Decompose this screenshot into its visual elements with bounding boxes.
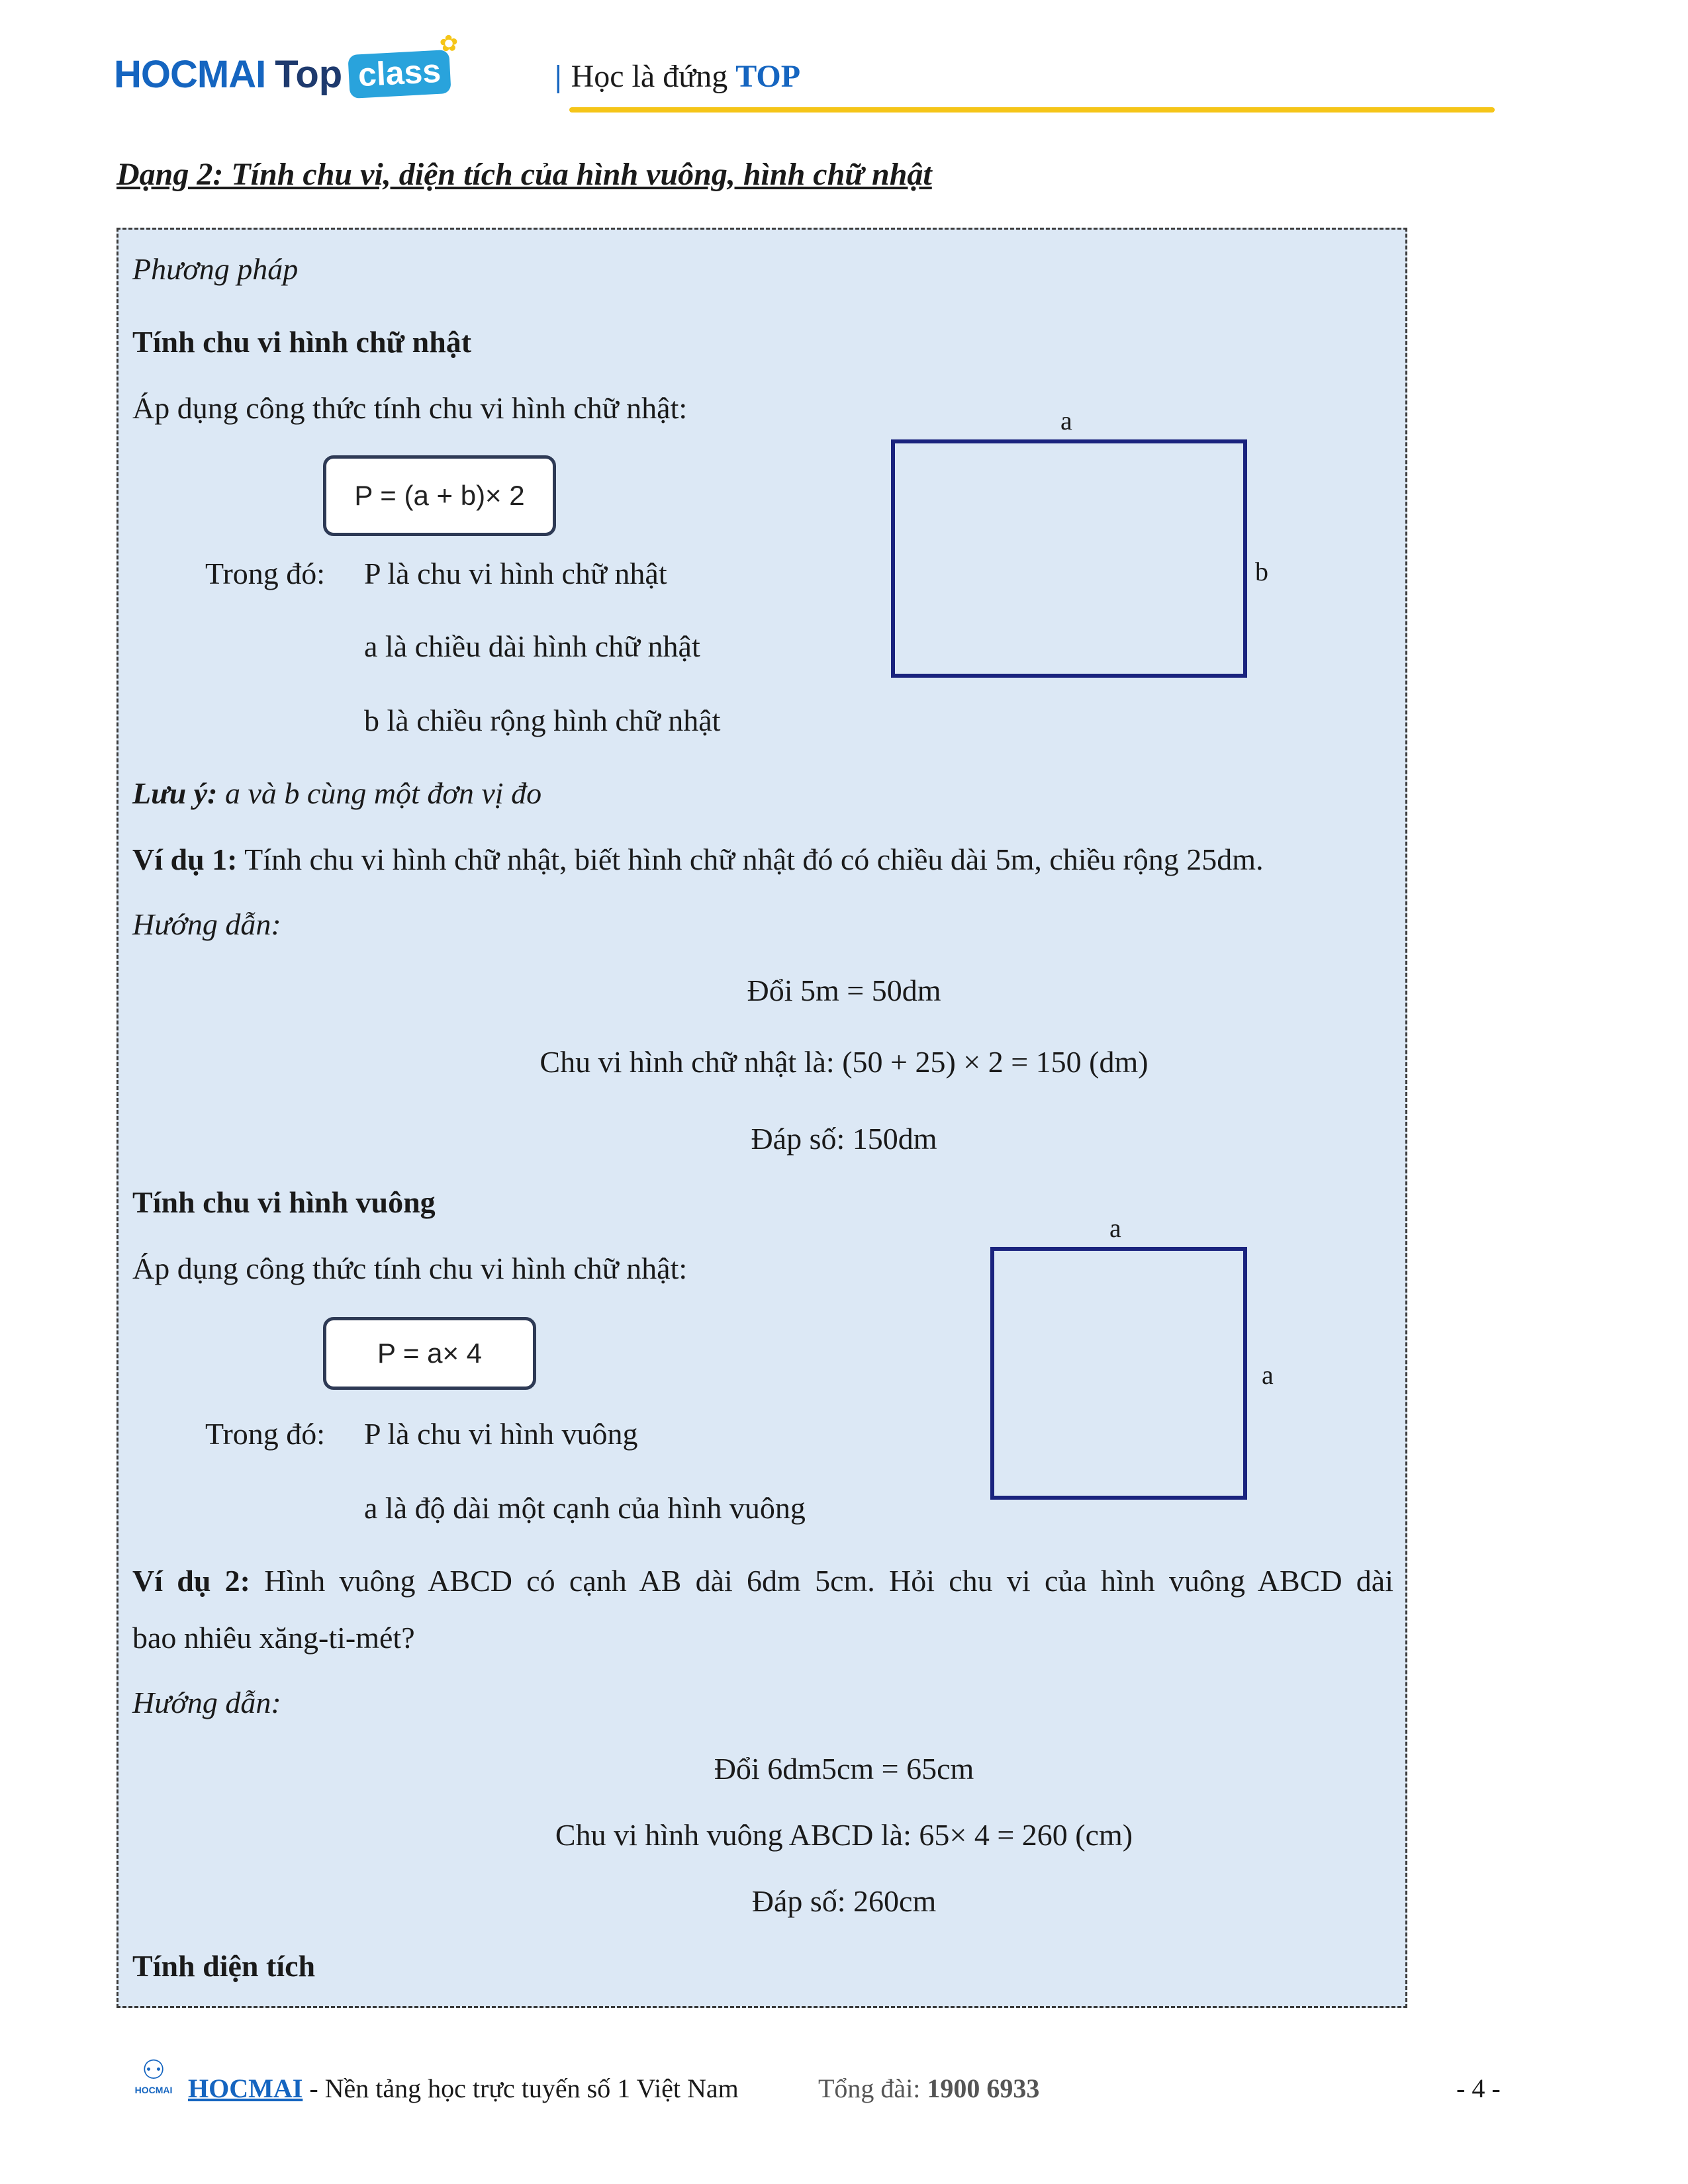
rect-def-a: a là chiều dài hình chữ nhật bbox=[364, 629, 700, 663]
square-heading: Tính chu vi hình vuông bbox=[132, 1185, 436, 1219]
example-1-step-2: Chu vi hình chữ nhật là: (50 + 25) × 2 = 150 (dm) bbox=[539, 1045, 1149, 1079]
rectangle-figure bbox=[891, 439, 1247, 678]
square-figure bbox=[990, 1247, 1247, 1500]
example-1-label: Ví dụ 1: bbox=[132, 842, 238, 876]
hotline-number: 1900 6933 bbox=[927, 2073, 1040, 2103]
square-apply-text: Áp dụng công thức tính chu vi hình chữ nhật: bbox=[132, 1251, 688, 1285]
rect-def-b: b là chiều rộng hình chữ nhật bbox=[364, 704, 721, 737]
area-heading: Tính diện tích bbox=[132, 1949, 316, 1983]
header-tagline bbox=[555, 58, 800, 95]
example-2-label: Ví dụ 2: bbox=[132, 1564, 250, 1598]
example-2-answer: Đáp số: 260cm bbox=[751, 1884, 937, 1918]
square-top-label: a bbox=[1109, 1213, 1121, 1243]
tagline-text: Học là đứng bbox=[571, 59, 728, 94]
example-1-guide: Hướng dẫn: bbox=[132, 907, 281, 941]
footer-hotline bbox=[818, 2073, 1039, 2104]
square-formula-box bbox=[323, 1317, 536, 1390]
note-text: a và b cùng một đơn vị đo bbox=[224, 776, 542, 810]
square-def-p: P là chu vi hình vuông bbox=[364, 1417, 638, 1451]
section-title: Dạng 2: Tính chu vi, diện tích của hình vuông, hình chữ nhật bbox=[117, 157, 932, 192]
example-2-text-line-2: bao nhiêu xăng-ti-mét? bbox=[132, 1621, 415, 1655]
example-1 bbox=[132, 842, 1264, 878]
example-1-text: Tính chu vi hình chữ nhật, biết hình chữ nhật đó có chiều dài 5m, chiều rộng 25dm. bbox=[244, 842, 1264, 876]
header-divider bbox=[569, 107, 1495, 113]
rect-top-label: a bbox=[1060, 406, 1072, 435]
people-icon: ⚇ bbox=[142, 2056, 165, 2085]
square-where-label: Trong đó: bbox=[205, 1417, 326, 1451]
page-number: - 4 - bbox=[1456, 2073, 1501, 2103]
tagline-top: TOP bbox=[735, 59, 801, 94]
hotline-label: Tổng đài: bbox=[818, 2073, 921, 2103]
note-label: Lưu ý: bbox=[132, 776, 218, 810]
square-formula: P = a× 4 bbox=[377, 1338, 483, 1369]
star-icon: ✿ bbox=[439, 30, 459, 57]
footer-slogan: - Nền tảng học trực tuyến số 1 Việt Nam bbox=[303, 2073, 739, 2103]
logo-hocmai-text: HOCMAI bbox=[114, 52, 266, 96]
square-def-a: a là độ dài một cạnh của hình vuông bbox=[364, 1491, 806, 1525]
rect-apply-text: Áp dụng công thức tính chu vi hình chữ nhật: bbox=[132, 391, 688, 425]
logo-class-badge bbox=[348, 30, 459, 99]
footer-logo-text: HOCMAI bbox=[134, 2085, 173, 2095]
hocmai-topclass-logo bbox=[114, 30, 459, 107]
footer-left bbox=[188, 2073, 739, 2104]
example-2-step-1: Đổi 6dm5cm = 65cm bbox=[714, 1752, 974, 1786]
example-1-step-1: Đổi 5m = 50dm bbox=[747, 974, 941, 1007]
example-2-step-2: Chu vi hình vuông ABCD là: 65× 4 = 260 (cm) bbox=[555, 1818, 1133, 1852]
logo-top-text: Top bbox=[275, 52, 343, 96]
rect-where-label: Trong đó: bbox=[205, 557, 326, 590]
note-line bbox=[132, 776, 541, 811]
tagline-separator: | bbox=[555, 59, 562, 94]
logo-class-text: class bbox=[357, 52, 442, 94]
example-2 bbox=[132, 1563, 1393, 1599]
example-2-text-line-1: Hình vuông ABCD có cạnh AB dài 6dm 5cm. Hỏi chu vi của hình vuông ABCD dài bbox=[264, 1564, 1394, 1598]
rect-side-label: b bbox=[1255, 557, 1268, 586]
footer-brand-link[interactable]: HOCMAI bbox=[188, 2073, 303, 2103]
example-2-guide: Hướng dẫn: bbox=[132, 1686, 281, 1719]
hocmai-footer-logo bbox=[132, 2056, 175, 2102]
rect-formula-box bbox=[323, 455, 556, 536]
rect-formula: P = (a + b)× 2 bbox=[354, 480, 525, 511]
example-1-answer: Đáp số: 150dm bbox=[751, 1122, 937, 1156]
rect-def-p: P là chu vi hình chữ nhật bbox=[364, 557, 667, 590]
rect-heading: Tính chu vi hình chữ nhật bbox=[132, 325, 472, 359]
square-side-label: a bbox=[1262, 1360, 1274, 1390]
method-label: Phương pháp bbox=[132, 252, 299, 286]
